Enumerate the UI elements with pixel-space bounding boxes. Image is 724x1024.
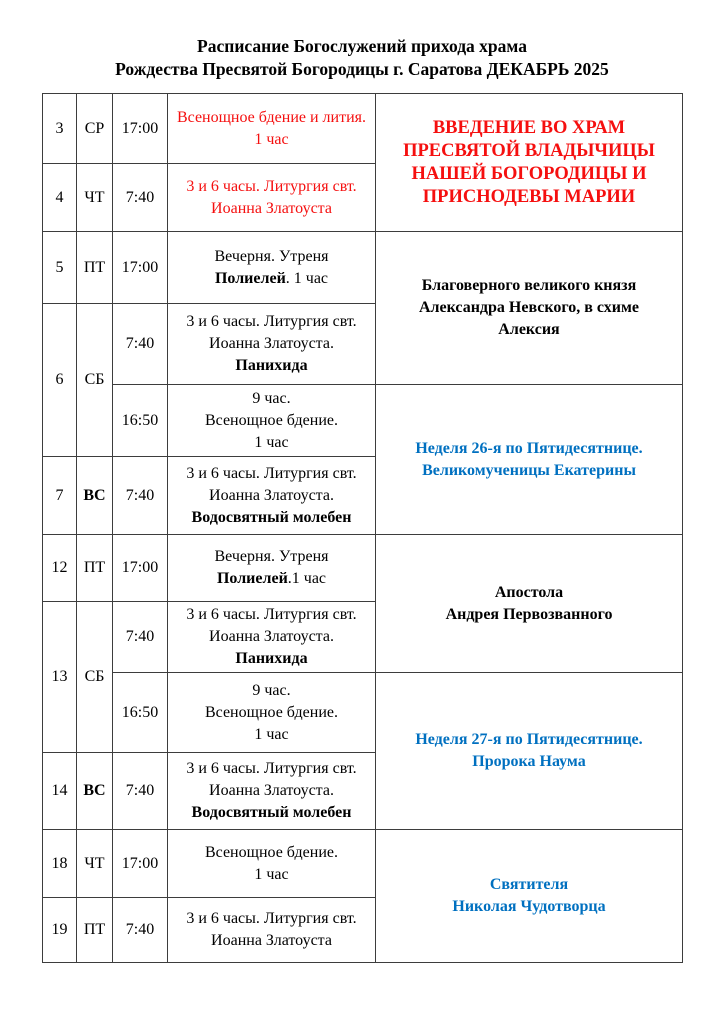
service-text: Вечерня. Утреня [214,548,329,565]
table-row [43,673,683,753]
time-cell: 7:40 [113,304,168,385]
service-cell [168,602,376,673]
service-line [171,333,372,355]
service-cell [168,385,376,457]
feast-line: НАШЕЙ БОГОРОДИЦЫ И [411,163,647,184]
date-cell: 18 [43,830,77,898]
table-row [43,94,683,164]
service-line [171,107,372,129]
service-line [171,129,372,151]
time-cell: 7:40 [113,753,168,830]
feast-line: Неделя 26-я по Пятидесятнице. [415,439,643,457]
service-text: Водосвятный молебен [191,508,352,526]
service-line [171,463,372,485]
service-line [171,568,372,590]
feast-cell [376,94,683,232]
service-text: Всенощное бдение. [204,843,339,861]
time-cell: 17:00 [113,232,168,304]
service-text: 9 час. [252,389,291,407]
service-text: 3 и 6 часы. Литургия свт. [186,606,357,623]
service-text: 3 и 6 часы. Литургия свт. [186,313,357,330]
service-line [171,780,372,802]
service-cell [168,232,376,304]
page-title [0,0,724,81]
page-title-line1: Расписание Богослужений прихода храма [197,36,527,56]
feast-line: Алексия [498,321,560,338]
service-line [171,724,372,746]
feast-line: Александра Невского, в схиме [418,299,640,316]
service-line [171,802,372,824]
schedule-table [42,93,683,963]
service-line [171,485,372,507]
time-cell: 17:00 [113,94,168,164]
time-cell: 17:00 [113,535,168,602]
date-cell: 7 [43,457,77,535]
service-text: Полиелей [216,570,288,587]
service-text: Иоанна Златоуста [211,932,332,949]
service-text: 9 час. [252,681,291,699]
feast-line: Великомученицы Екатерины [422,461,636,479]
service-line [171,432,372,454]
service-line [171,864,372,886]
feast-line: Святителя [489,876,569,893]
service-line [171,842,372,864]
table-row [43,830,683,898]
time-cell: 7:40 [113,164,168,232]
feast-line: Николая Чудотворца [452,898,606,915]
service-cell [168,535,376,602]
day-cell: СБ [77,304,113,457]
service-text: 3 и 6 часы. Литургия свт. [186,760,357,777]
table-row [43,535,683,602]
day-cell: ЧТ [77,164,113,232]
service-text: 1 час [254,433,289,451]
service-text: .1 час [287,570,327,587]
service-line [171,680,372,702]
time-cell: 7:40 [113,457,168,535]
day-cell: ЧТ [77,830,113,898]
service-text: Иоанна Златоуста [211,199,332,217]
service-line [171,410,372,432]
service-cell [168,94,376,164]
date-cell: 5 [43,232,77,304]
service-line [171,268,372,290]
service-line [171,930,372,952]
date-cell: 14 [43,753,77,830]
service-line [171,388,372,410]
schedule-table-body [43,94,683,963]
feast-line: ВВЕДЕНИЕ ВО ХРАМ [432,117,626,138]
service-text: Всенощное бдение. [204,703,339,721]
feast-line: Благоверного великого князя [421,277,637,294]
service-text: Полиелей [214,269,286,287]
table-row [43,385,683,457]
service-cell [168,830,376,898]
service-text: Иоанна Златоуста. [209,628,334,645]
service-text: 3 и 6 часы. Литургия свт. [186,910,357,927]
service-line [171,176,372,198]
service-cell [168,164,376,232]
table-row [43,232,683,304]
service-text: 1 час [254,725,289,743]
service-cell [168,753,376,830]
date-cell: 12 [43,535,77,602]
feast-line: ПРЕСВЯТОЙ ВЛАДЫЧИЦЫ [403,140,655,161]
time-cell: 17:00 [113,830,168,898]
feast-cell [376,535,683,673]
feast-cell [376,830,683,963]
time-cell: 7:40 [113,898,168,963]
service-cell [168,673,376,753]
day-cell: ВС [77,457,113,535]
service-line [171,908,372,930]
day-cell: ПТ [77,535,113,602]
service-text: Иоанна Златоуста. [209,782,334,799]
service-text: 3 и 6 часы. Литургия свт. [186,464,357,482]
service-line [171,355,372,377]
service-text: . 1 час [285,269,329,287]
time-cell: 16:50 [113,385,168,457]
day-cell: ВС [77,753,113,830]
feast-cell [376,385,683,535]
date-cell: 4 [43,164,77,232]
feast-line: Андрея Первозванного [445,605,613,623]
date-cell: 6 [43,304,77,457]
feast-line: Пророка Наума [472,753,586,770]
service-text: Всенощное бдение. [204,411,339,429]
service-text: Иоанна Златоуста. [209,486,334,504]
service-line [171,702,372,724]
feast-cell [376,232,683,385]
date-cell: 19 [43,898,77,963]
feast-line: Неделя 27-я по Пятидесятнице. [415,731,643,748]
day-cell: СБ [77,602,113,753]
service-text: Водосвятный молебен [191,804,352,821]
service-line [171,546,372,568]
feast-line: ПРИСНОДЕВЫ МАРИИ [422,186,636,207]
service-cell [168,304,376,385]
day-cell: СР [77,94,113,164]
date-cell: 3 [43,94,77,164]
service-text: 3 и 6 часы. Литургия свт. [186,177,357,195]
service-text: Панихида [235,357,308,374]
service-text: Всенощное бдение и лития. [176,108,367,126]
service-line [171,758,372,780]
service-line [171,648,372,670]
time-cell: 7:40 [113,602,168,673]
day-cell: ПТ [77,232,113,304]
day-cell: ПТ [77,898,113,963]
service-line [171,507,372,529]
date-cell: 13 [43,602,77,753]
service-line [171,311,372,333]
feast-line: Апостола [494,583,564,601]
feast-cell [376,673,683,830]
service-cell [168,457,376,535]
service-cell [168,898,376,963]
service-line [171,198,372,220]
service-text: Вечерня. Утреня [214,247,329,265]
service-text: Панихида [235,650,308,667]
time-cell: 16:50 [113,673,168,753]
service-line [171,246,372,268]
service-text: 1 час [254,865,289,883]
service-line [171,604,372,626]
page-title-line2: Рождества Пресвятой Богородицы г. Саратова ДЕКАБРЬ 2025 [115,59,609,79]
service-line [171,626,372,648]
service-text: 1 час [254,130,289,148]
service-text: Иоанна Златоуста. [209,335,334,352]
